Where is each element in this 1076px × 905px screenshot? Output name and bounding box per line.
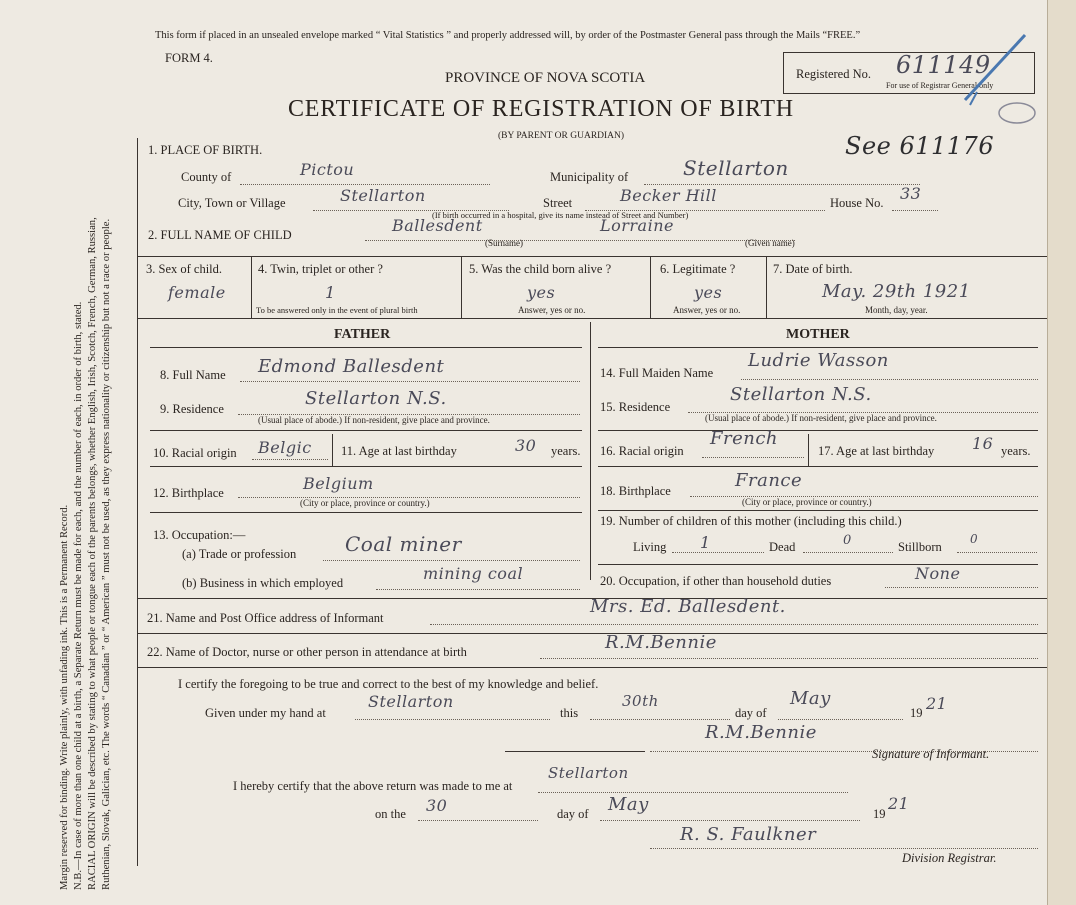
legitimate-value: yes: [694, 283, 723, 302]
mother-rule: [598, 347, 1038, 348]
registered-number: 611149: [896, 51, 991, 79]
on-the-label: on the: [375, 807, 406, 821]
month-line: [778, 719, 903, 720]
row-divider: [650, 256, 651, 318]
business-line: [376, 589, 580, 590]
scan-edge: [1047, 0, 1076, 905]
doctor-value: R.M.Bennie: [605, 632, 717, 653]
row-divider: [461, 256, 462, 318]
short-rule: [505, 751, 645, 752]
stillborn-value: 0: [970, 532, 979, 546]
father-name-label: 8. Full Name: [160, 368, 226, 382]
certify-month: May: [790, 688, 831, 709]
given-at-line: [355, 719, 550, 720]
rule: [598, 564, 1038, 565]
dead-label: Dead: [769, 540, 796, 554]
registrar-year-prefix: 19: [873, 807, 886, 821]
father-name-line: [240, 381, 580, 382]
registrar-place: Stellarton: [548, 764, 629, 782]
father-occupation-label: 13. Occupation:—: [153, 528, 246, 542]
registrar-use-note: For use of Registrar General only: [886, 81, 994, 90]
header-note: This form if placed in an unsealed envelope marked “ Vital Statistics ” and properly addressed will, by order of the Postmaster General pass through the Mails “FREE.”: [155, 30, 861, 41]
rule: [150, 430, 582, 431]
doctor-label: 22. Name of Doctor, nurse or other person in attendance at birth: [147, 645, 467, 659]
surname-caption: (Surname): [485, 238, 523, 248]
twin-label: 4. Twin, triplet or other ?: [258, 262, 383, 276]
father-residence-note: (Usual place of abode.) If non-resident, give place and province.: [258, 415, 490, 425]
certify-year: 21: [926, 694, 948, 713]
twin-note: To be answered only in the event of plural birth: [256, 305, 418, 315]
dead-value: 0: [843, 533, 852, 548]
margin-line: Ruthenian, Slovak, Galician, etc. The words “ Canadian ” or “ American ” must not be used, as they express nationality or citizenship but not a race or people.: [101, 218, 112, 890]
registrar-day: 30: [426, 796, 448, 815]
stillborn-line: [957, 552, 1037, 553]
informant-signature-caption: Signature of Informant.: [872, 747, 990, 761]
certify-day: 30th: [622, 692, 659, 710]
year-prefix: 19: [910, 706, 923, 720]
certificate-subtitle: (BY PARENT OR GUARDIAN): [498, 131, 625, 141]
informant-signature: R.M.Bennie: [705, 722, 817, 743]
father-age: 30: [515, 436, 537, 455]
margin-instructions: [58, 10, 114, 890]
mother-age-label: 17. Age at last birthday: [818, 444, 935, 458]
father-age-unit: years.: [551, 444, 581, 458]
given-label: Given under my hand at: [205, 706, 326, 720]
child-surname: Ballesdent: [392, 216, 483, 235]
legitimate-label: 6. Legitimate ?: [660, 262, 736, 276]
mother-age-unit: years.: [1001, 444, 1031, 458]
registrar-signature-line: [650, 848, 1038, 849]
stamp-mark: [995, 98, 1040, 128]
registrar-year: 21: [888, 794, 910, 813]
registrar-month: May: [608, 794, 649, 815]
legitimate-note: Answer, yes or no.: [673, 305, 741, 315]
rule: [150, 512, 582, 513]
mother-occupation-line: [885, 587, 1038, 588]
day-of-label: day of: [735, 706, 767, 720]
given-caption: (Given name): [745, 238, 795, 248]
margin-line: N.B.—In case of more than one child at a birth, a Separate Return must be made for each, and the number of each, in order of birth, stated.: [73, 301, 84, 890]
business-value: mining coal: [423, 564, 524, 583]
house-line: [892, 210, 938, 211]
mother-name: Ludrie Wasson: [748, 350, 889, 371]
trade-label: (a) Trade or profession: [182, 547, 297, 561]
mother-birthplace: France: [735, 470, 803, 491]
alive-value: yes: [527, 283, 556, 302]
registrar-day-of-label: day of: [557, 807, 589, 821]
cell-divider: [808, 434, 809, 466]
county-value: Pictou: [300, 160, 355, 179]
mother-race-label: 16. Racial origin: [600, 444, 684, 458]
rule: [598, 510, 1038, 511]
sex-value: female: [168, 283, 226, 302]
mother-occupation-label: 20. Occupation, if other than household duties: [600, 574, 832, 588]
margin-line: RACIAL ORIGIN will be described by stating to what people or tongue each of the parents belongs, whether English, Irish, Scotch, French, German, Russian,: [87, 217, 98, 890]
certify-text: I certify the foregoing to be true and correct to the best of my knowledge and belief.: [178, 677, 599, 691]
parents-divider: [590, 322, 591, 580]
mother-race: French: [710, 428, 779, 449]
date-value: May. 29th 1921: [822, 281, 971, 302]
registrar-place-line: [538, 792, 848, 793]
city-label: City, Town or Village: [178, 196, 286, 210]
row-divider: [251, 256, 252, 318]
row-divider: [766, 256, 767, 318]
province-heading: PROVINCE OF NOVA SCOTIA: [445, 70, 646, 86]
child-name-line: [365, 240, 795, 241]
doctor-line: [540, 658, 1038, 659]
business-label: (b) Business in which employed: [182, 576, 344, 590]
municipality-value: Stellarton: [683, 156, 789, 180]
twin-value: 1: [325, 283, 336, 302]
rule: [137, 633, 1047, 634]
house-value: 33: [900, 184, 922, 203]
day-line: [590, 719, 730, 720]
alive-label: 5. Was the child born alive ?: [469, 262, 612, 276]
mother-name-line: [741, 379, 1038, 380]
street-label: Street: [543, 196, 573, 210]
father-birthplace: Belgium: [303, 474, 374, 493]
mother-residence-note: (Usual place of abode.) If non-resident, give place and province.: [705, 413, 937, 423]
this-label: this: [560, 706, 579, 720]
county-line: [240, 184, 490, 185]
father-name: Edmond Ballesdent: [258, 356, 445, 377]
father-residence-label: 9. Residence: [160, 402, 224, 416]
mother-residence-label: 15. Residence: [600, 400, 671, 414]
rule: [137, 667, 1047, 668]
father-rule: [150, 347, 582, 348]
mother-birthplace-label: 18. Birthplace: [600, 484, 671, 498]
house-label: House No.: [830, 196, 884, 210]
mother-race-line: [702, 457, 804, 458]
stillborn-label: Stillborn: [898, 540, 942, 554]
given-at-value: Stellarton: [368, 692, 454, 711]
rule: [598, 430, 1038, 431]
sex-label: 3. Sex of child.: [146, 262, 223, 276]
father-race-label: 10. Racial origin: [153, 446, 237, 460]
mother-age: 16: [972, 434, 994, 453]
alive-note: Answer, yes or no.: [518, 305, 586, 315]
registrar-day-line: [418, 820, 538, 821]
margin-rule: [137, 138, 138, 866]
registered-label: Registered No.: [796, 67, 871, 81]
father-residence: Stellarton N.S.: [305, 388, 447, 409]
informant-line: [430, 624, 1038, 625]
father-race: Belgic: [258, 438, 312, 457]
margin-line: Margin reserved for binding. Write plainly, with unfading ink. This is a Permanent Record.: [59, 504, 70, 890]
municipality-label: Municipality of: [550, 170, 629, 184]
registrar-signature: R. S. Faulkner: [680, 824, 817, 845]
registrar-text: I hereby certify that the above return was made to me at: [233, 779, 513, 793]
informant-label: 21. Name and Post Office address of Informant: [147, 611, 384, 625]
mother-residence: Stellarton N.S.: [730, 384, 872, 405]
row-top-rule: [137, 256, 1047, 257]
children-label: 19. Number of children of this mother (including this child.): [600, 514, 902, 528]
father-age-label: 11. Age at last birthday: [341, 444, 457, 458]
trade-value: Coal miner: [345, 532, 462, 556]
living-label: Living: [633, 540, 667, 554]
place-of-birth-label: 1. PLACE OF BIRTH.: [148, 143, 263, 157]
father-race-line: [252, 459, 328, 460]
father-birthplace-label: 12. Birthplace: [153, 486, 224, 500]
informant-value: Mrs. Ed. Ballesdent.: [590, 596, 786, 617]
living-line: [672, 552, 764, 553]
trade-line: [323, 560, 580, 561]
hospital-note: (If birth occurred in a hospital, give its name instead of Street and Number): [432, 210, 689, 220]
row-bottom-rule: [137, 318, 1047, 319]
form-number: FORM 4.: [165, 51, 213, 65]
rule: [598, 466, 1038, 467]
date-label: 7. Date of birth.: [773, 262, 853, 276]
living-value: 1: [700, 533, 711, 552]
child-given-name: Lorraine: [600, 216, 674, 235]
registrar-caption: Division Registrar.: [902, 851, 997, 865]
date-note: Month, day, year.: [865, 305, 928, 315]
registrar-month-line: [600, 820, 860, 821]
see-note: See 611176: [845, 132, 995, 160]
municipality-line: [644, 184, 920, 185]
dead-line: [803, 552, 893, 553]
rule: [150, 466, 582, 467]
mother-birthplace-note: (City or place, province or country.): [742, 497, 872, 507]
mother-name-label: 14. Full Maiden Name: [600, 366, 714, 380]
mother-occupation: None: [915, 564, 961, 583]
city-value: Stellarton: [340, 186, 426, 205]
child-name-label: 2. FULL NAME OF CHILD: [148, 228, 292, 242]
street-value: Becker Hill: [620, 186, 717, 205]
certificate-title: CERTIFICATE OF REGISTRATION OF BIRTH: [288, 96, 794, 122]
cell-divider: [332, 434, 333, 466]
mother-heading: MOTHER: [786, 327, 850, 342]
father-birthplace-note: (City or place, province or country.): [300, 498, 430, 508]
father-heading: FATHER: [334, 327, 391, 342]
county-label: County of: [181, 170, 232, 184]
